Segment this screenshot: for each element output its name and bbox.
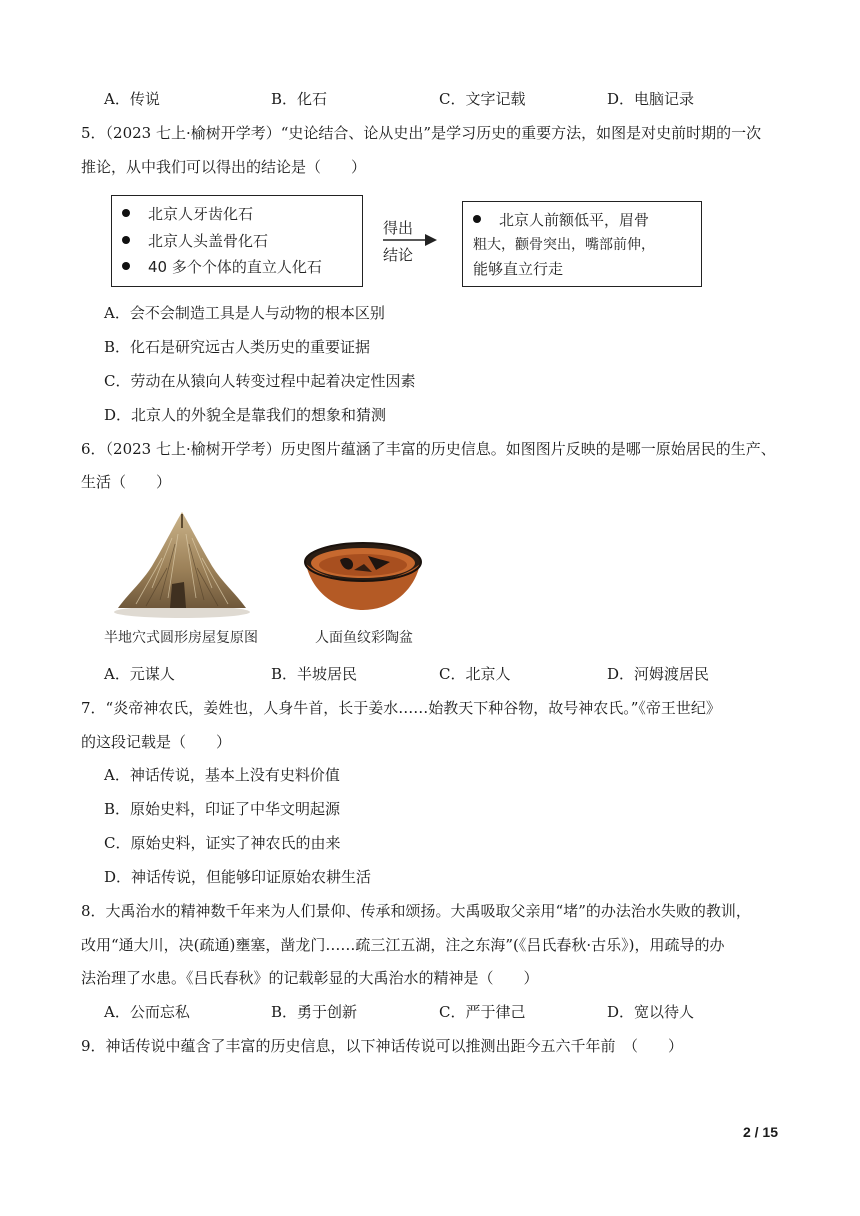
thatched-house-image — [112, 508, 252, 620]
house-caption: 半地穴式圆形房屋复原图 — [104, 630, 258, 646]
q8-stem-line1: 8．大禹治水的精神数千年来为人们景仰、传承和颂扬。大禹吸取父亲用“堵”的办法治水失败的教训， — [81, 902, 751, 920]
q6-option-d: D．河姆渡居民 — [607, 665, 710, 683]
q6-stem-line1: 6．（2023 七上·榆树开学考）历史图片蕴涵了丰富的历史信息。如图图片反映的是哪一原始居民的生产、 — [81, 440, 776, 458]
q8-option-d: D．宽以待人 — [607, 1003, 695, 1021]
q7-stem-line2: 的这段记载是（ ） — [81, 733, 232, 751]
q6-stem-line2: 生活（ ） — [81, 473, 172, 491]
q4-option-d: D．电脑记录 — [607, 90, 695, 108]
q8-option-b: B．勇于创新 — [271, 1003, 358, 1021]
conclusion-line: 粗大，颧骨突出，嘴部前伸， — [473, 237, 655, 253]
arrow-label-bottom: 结论 — [383, 246, 414, 264]
q4-option-a: A．传说 — [104, 90, 160, 108]
q5-option-b: B．化石是研究远古人类历史的重要证据 — [104, 338, 371, 356]
painted-pottery-basin-image — [302, 540, 424, 614]
evidence-item: 北京人头盖骨化石 — [122, 231, 268, 251]
q4-option-c: C．文字记载 — [439, 90, 526, 108]
bullet-icon — [122, 262, 130, 270]
q4-option-b: B．化石 — [271, 90, 328, 108]
arrow-label-top: 得出 — [383, 219, 414, 237]
q8-stem-line2: 改用“通大川，决(疏通)壅塞，凿龙门……疏三江五湖，注之东海”(《吕氏春秋·古乐》)，用疏导的办 — [81, 936, 725, 954]
page-number: 2 / 15 — [742, 1124, 778, 1140]
q7-stem-line1: 7．“炎帝神农氏，姜姓也，人身牛首，长于姜水……始教天下种谷物，故号神农氏。”《帝王世纪》 — [81, 699, 721, 717]
q7-option-b: B．原始史料，印证了中华文明起源 — [104, 800, 341, 818]
q5-option-c: C．劳动在从猿向人转变过程中起着决定性因素 — [104, 372, 416, 390]
bullet-icon — [473, 215, 481, 223]
q5-option-d: D．北京人的外貌全是靠我们的想象和猜测 — [104, 406, 387, 424]
q7-option-c: C．原始史料，证实了神农氏的由来 — [104, 834, 341, 852]
q8-option-a: A．公而忘私 — [104, 1003, 190, 1021]
q8-stem-line3: 法治理了水患。《吕氏春秋》的记载彰显的大禹治水的精神是（ ） — [81, 969, 539, 987]
bullet-icon — [122, 209, 130, 217]
q5-stem-line1: 5．（2023 七上·榆树开学考）“史论结合、论从史出”是学习历史的重要方法，如图是对史前时期的一次 — [81, 124, 762, 142]
q6-option-a: A．元谋人 — [104, 665, 175, 683]
q8-option-c: C．严于律己 — [439, 1003, 526, 1021]
q5-evidence-box — [111, 195, 363, 287]
q5-option-a: A．会不会制造工具是人与动物的根本区别 — [104, 304, 385, 322]
q6-option-b: B．半坡居民 — [271, 665, 358, 683]
basin-caption: 人面鱼纹彩陶盆 — [315, 630, 413, 646]
evidence-item: 北京人牙齿化石 — [122, 204, 253, 224]
q5-conclusion-box — [462, 201, 702, 287]
conclusion-line: 能够直立行走 — [473, 260, 564, 278]
q7-option-a: A．神话传说，基本上没有史料价值 — [104, 766, 340, 784]
q9-stem-line1: 9．神话传说中蕴含了丰富的历史信息，以下神话传说可以推测出距今五六千年前 （ ） — [81, 1037, 684, 1055]
q7-option-d: D．神话传说，但能够印证原始农耕生活 — [104, 868, 372, 886]
conclusion-line: 北京人前额低平，眉骨 — [473, 210, 649, 230]
bullet-icon — [122, 236, 130, 244]
evidence-item: 40 多个个体的直立人化石 — [122, 257, 322, 277]
q6-option-c: C．北京人 — [439, 665, 511, 683]
q5-stem-line2: 推论，从中我们可以得出的结论是（ ） — [81, 158, 367, 176]
